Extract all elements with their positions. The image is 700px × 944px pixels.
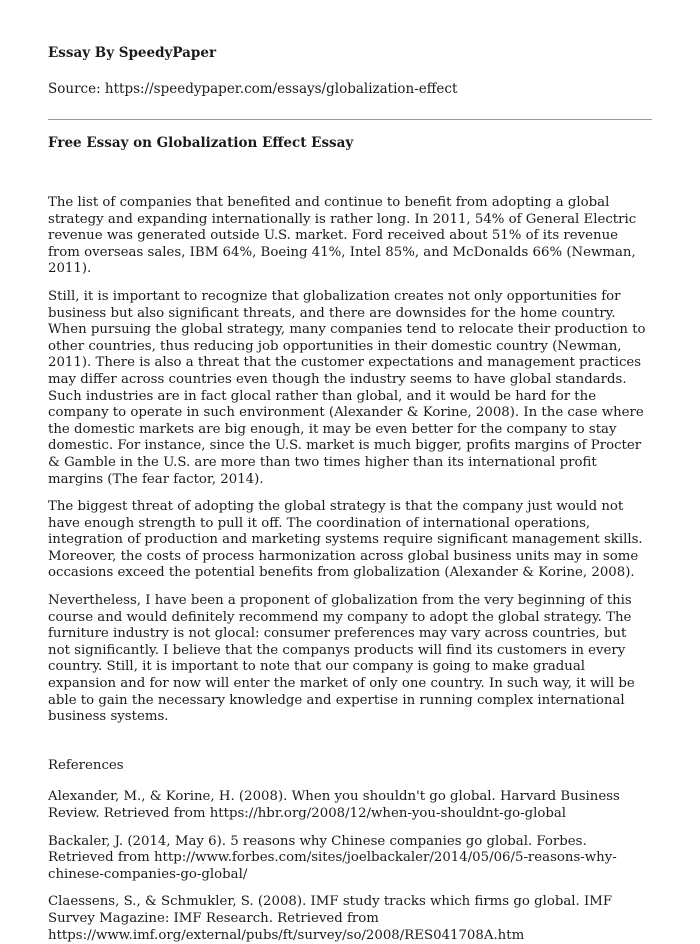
essay-paragraph: Still, it is important to recognize that globalization creates not only opportunities for business but also significant threats, and there are downsides for the home country. When pursuing the global strategy, many companies tend to relocate their production to other countries, thus reducing job opportunities in their domestic country (Newman, 2011). There is also a threat that the customer expectations and management practices may differ across countries even though the industry seems to have global standards. Such industries are in fact glocal rather than global, and it would be hard for the company to operate in such environment (Alexander & Korine, 2008). In the case where the domestic markets are big enough, it may be even better for the company to stay domestic. For instance, since the U.S. market is much bigger, profits margins of Procter & Gamble in the U.S. are more than two times higher than its international profit margins (The fear factor, 2014). — [48, 288, 646, 487]
header-divider — [48, 119, 652, 120]
essay-body — [48, 195, 652, 726]
essay-author-line: Essay By SpeedyPaper — [48, 45, 217, 61]
reference-item: Backaler, J. (2014, May 6). 5 reasons why Chinese companies go global. Forbes. Retrieved from http://www.forbes.com/sites/joelbackaler/2014/05/06/5-reasons-why-chinese-companies-go-global/ — [48, 833, 617, 882]
source-line: Source: https://speedypaper.com/essays/globalization-effect — [48, 81, 458, 97]
reference-item: Alexander, M., & Korine, H. (2008). When you shouldn't go global. Harvard Business Review. Retrieved from https://hbr.org/2008/12/when-you-shouldnt-go-global — [48, 789, 620, 821]
references-heading: References — [48, 757, 124, 773]
essay-title: Free Essay on Globalization Effect Essay — [48, 135, 354, 151]
essay-paragraph: The biggest threat of adopting the global strategy is that the company just would not have enough strength to pull it off. The coordination of international operations, integration of production and marketing systems require significant management skills. Moreover, the costs of process harmonization across global business units may in some occasions exceed the potential benefits from globalization (Alexander & Korine, 2008). — [48, 499, 643, 581]
essay-paragraph: Nevertheless, I have been a proponent of globalization from the very beginning of this course and would definitely recommend my company to adopt the global strategy. The furniture industry is not glocal: consumer preferences may vary across countries, but not significantly. I believe that the companys products will find its customers in every country. Still, it is important to note that our company is going to make gradual expansion and for now will enter the market of only one country. In such way, it will be able to gain the necessary knowledge and expertise in running complex international business systems. — [48, 593, 635, 725]
reference-item: Claessens, S., & Schmukler, S. (2008). IMF study tracks which firms go global. IMF Survey Magazine: IMF Research. Retrieved from https://www.imf.org/external/pubs/ft/survey/so/2008/RES041708A.htm — [48, 894, 613, 943]
essay-paragraph: The list of companies that benefited and continue to benefit from adopting a global strategy and expanding internationally is rather long. In 2011, 54% of General Electric revenue was generated outside U.S. market. Ford received about 51% of its revenue from overseas sales, IBM 64%, Boeing 41%, Intel 85%, and McDonalds 66% (Newman, 2011). — [48, 195, 637, 277]
